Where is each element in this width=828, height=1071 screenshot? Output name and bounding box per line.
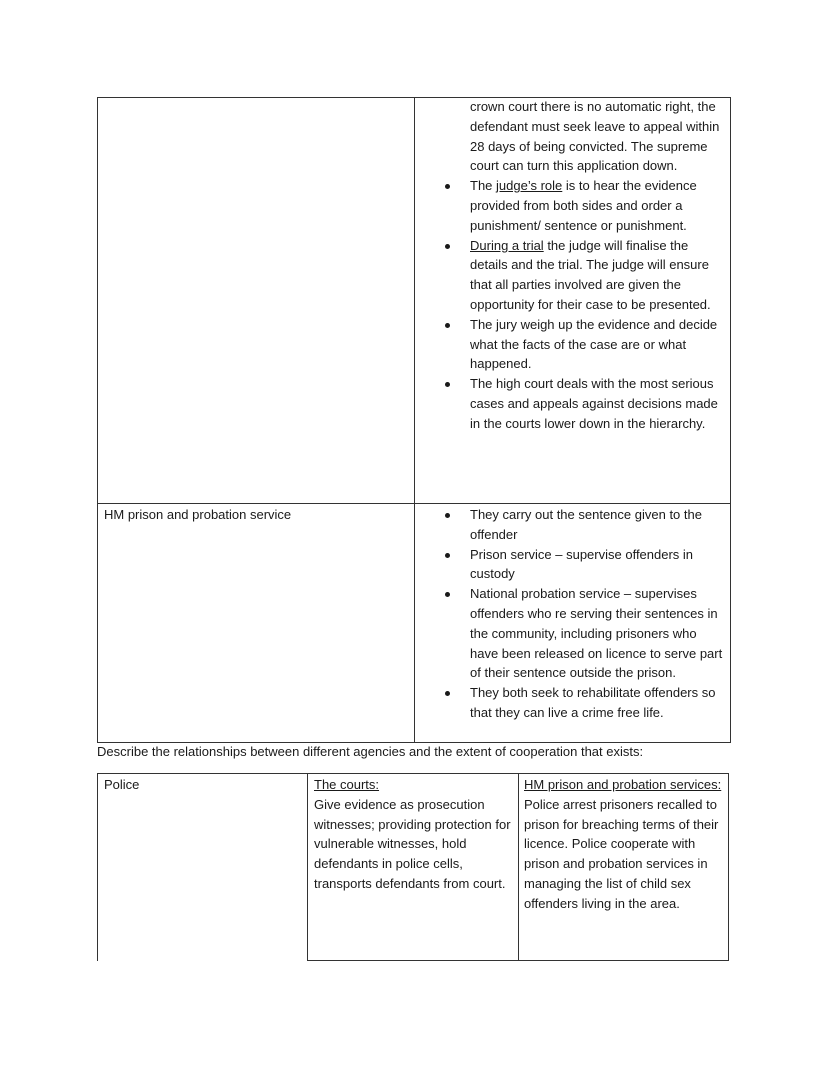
- table-border-left: [97, 97, 98, 743]
- courts-cell: [314, 775, 512, 894]
- courts-role-list: [470, 176, 726, 433]
- list-item: National probation service – supervises offenders who re serving their sentences in the community, including prisoners who have been released on licence to serve part of their sentence outside the prison.: [470, 584, 726, 683]
- table-border-right: [730, 97, 731, 743]
- table-border-right: [728, 773, 729, 961]
- list-item: During a trial the judge will finalise the details and the trial. The judge will ensure that all parties involved are given the opportunity for their case to be presented.: [470, 236, 726, 315]
- bullet-icon: [445, 513, 450, 518]
- agency-roles-table: [97, 97, 731, 743]
- bullet-icon: [445, 553, 450, 558]
- table-border-top: [97, 773, 729, 774]
- courts-role-cell: [470, 97, 726, 434]
- list-item: The jury weigh up the evidence and decide what the facts of the case are or what happened.: [470, 315, 726, 374]
- bullet-icon: [445, 382, 450, 387]
- courts-heading: The courts:: [314, 777, 380, 792]
- table-border-left: [97, 773, 98, 961]
- agency-relationships-table: [97, 773, 729, 961]
- hm-prison-role-list: [470, 505, 726, 723]
- courts-text: Give evidence as prosecution witnesses; providing protection for vulnerable witnesses, hold defendants in police cells, transports defendants from court.: [314, 796, 511, 891]
- hm-prison-text: Police arrest prisoners recalled to prison for breaching terms of their licence. Police cooperate with prison and probation services in managing the list of child sex offenders living in the area.: [524, 796, 719, 911]
- hm-prison-label: HM prison and probation service: [104, 507, 292, 522]
- bullet-icon: [445, 691, 450, 696]
- bullet-icon: [445, 244, 450, 249]
- list-item: Prison service – supervise offenders in custody: [470, 545, 726, 585]
- hm-prison-role-cell: [470, 505, 726, 723]
- table-column-divider: [307, 773, 308, 961]
- bullet-icon: [445, 184, 450, 189]
- hm-prison-cell: [524, 775, 724, 914]
- list-item: The judge’s role is to hear the evidence provided from both sides and order a punishment/ sentence or punishment.: [470, 176, 726, 235]
- list-item: They carry out the sentence given to the offender: [470, 505, 726, 545]
- bullet-icon: [445, 592, 450, 597]
- table-column-divider: [414, 97, 415, 743]
- list-item: The high court deals with the most serious cases and appeals against decisions made in the courts lower down in the hierarchy.: [470, 374, 726, 433]
- continuation-text: crown court there is no automatic right, the defendant must seek leave to appeal within 28 days of being convicted. The supreme court can turn this application down.: [470, 99, 720, 174]
- table-column-divider: [518, 773, 519, 961]
- police-label: Police: [104, 777, 140, 792]
- hm-prison-heading: HM prison and probation services:: [524, 777, 722, 792]
- relationships-prompt: Describe the relationships between different agencies and the extent of cooperation that exists:: [97, 744, 644, 759]
- list-item: They both seek to rehabilitate offenders so that they can live a crime free life.: [470, 683, 726, 723]
- bullet-icon: [445, 323, 450, 328]
